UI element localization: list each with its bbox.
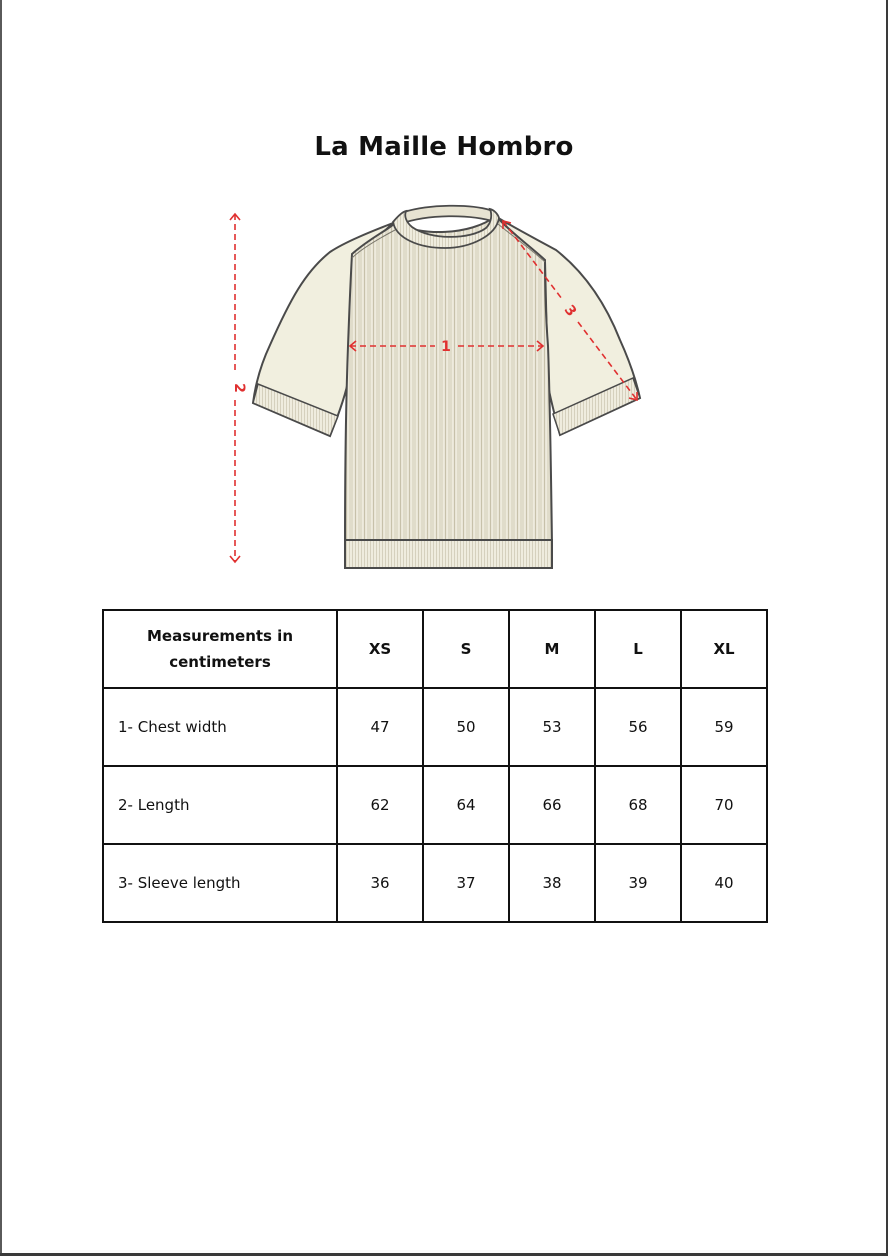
length-arrow [230, 214, 247, 562]
table-row [103, 688, 767, 766]
table-cell: 47 [337, 688, 423, 766]
marker-3: 3 [560, 302, 580, 320]
sweater-body [345, 216, 552, 545]
table-cell: 38 [509, 844, 595, 922]
row-label-sleeve-length: 3- Sleeve length [103, 844, 337, 922]
marker-2: 2 [231, 383, 247, 393]
table-cell: 40 [681, 844, 767, 922]
size-header-xl: XL [681, 610, 767, 688]
table-cell: 64 [423, 766, 509, 844]
table-cell: 68 [595, 766, 681, 844]
table-cell: 36 [337, 844, 423, 922]
table-cell: 39 [595, 844, 681, 922]
table-cell: 62 [337, 766, 423, 844]
table-cell: 53 [509, 688, 595, 766]
size-header-m: M [509, 610, 595, 688]
size-chart-table [102, 609, 768, 923]
page-title: La Maille Hombro [314, 132, 574, 162]
table-cell: 59 [681, 688, 767, 766]
table-row [103, 844, 767, 922]
table-row [103, 766, 767, 844]
size-header-xs: XS [337, 610, 423, 688]
table-cell: 37 [423, 844, 509, 922]
row-label-chest-width: 1- Chest width [103, 688, 337, 766]
marker-1: 1 [441, 339, 451, 355]
table-header-row [103, 610, 767, 688]
sweater-illustration [210, 200, 670, 580]
size-header-l: L [595, 610, 681, 688]
measurements-header: Measurements in centimeters [103, 610, 337, 688]
page-border-left [0, 0, 2, 1256]
table-cell: 56 [595, 688, 681, 766]
table-cell: 50 [423, 688, 509, 766]
table-cell: 66 [509, 766, 595, 844]
table-cell: 70 [681, 766, 767, 844]
size-header-s: S [423, 610, 509, 688]
neckline-back [400, 206, 496, 224]
sweater-hem [345, 540, 552, 568]
row-label-length: 2- Length [103, 766, 337, 844]
